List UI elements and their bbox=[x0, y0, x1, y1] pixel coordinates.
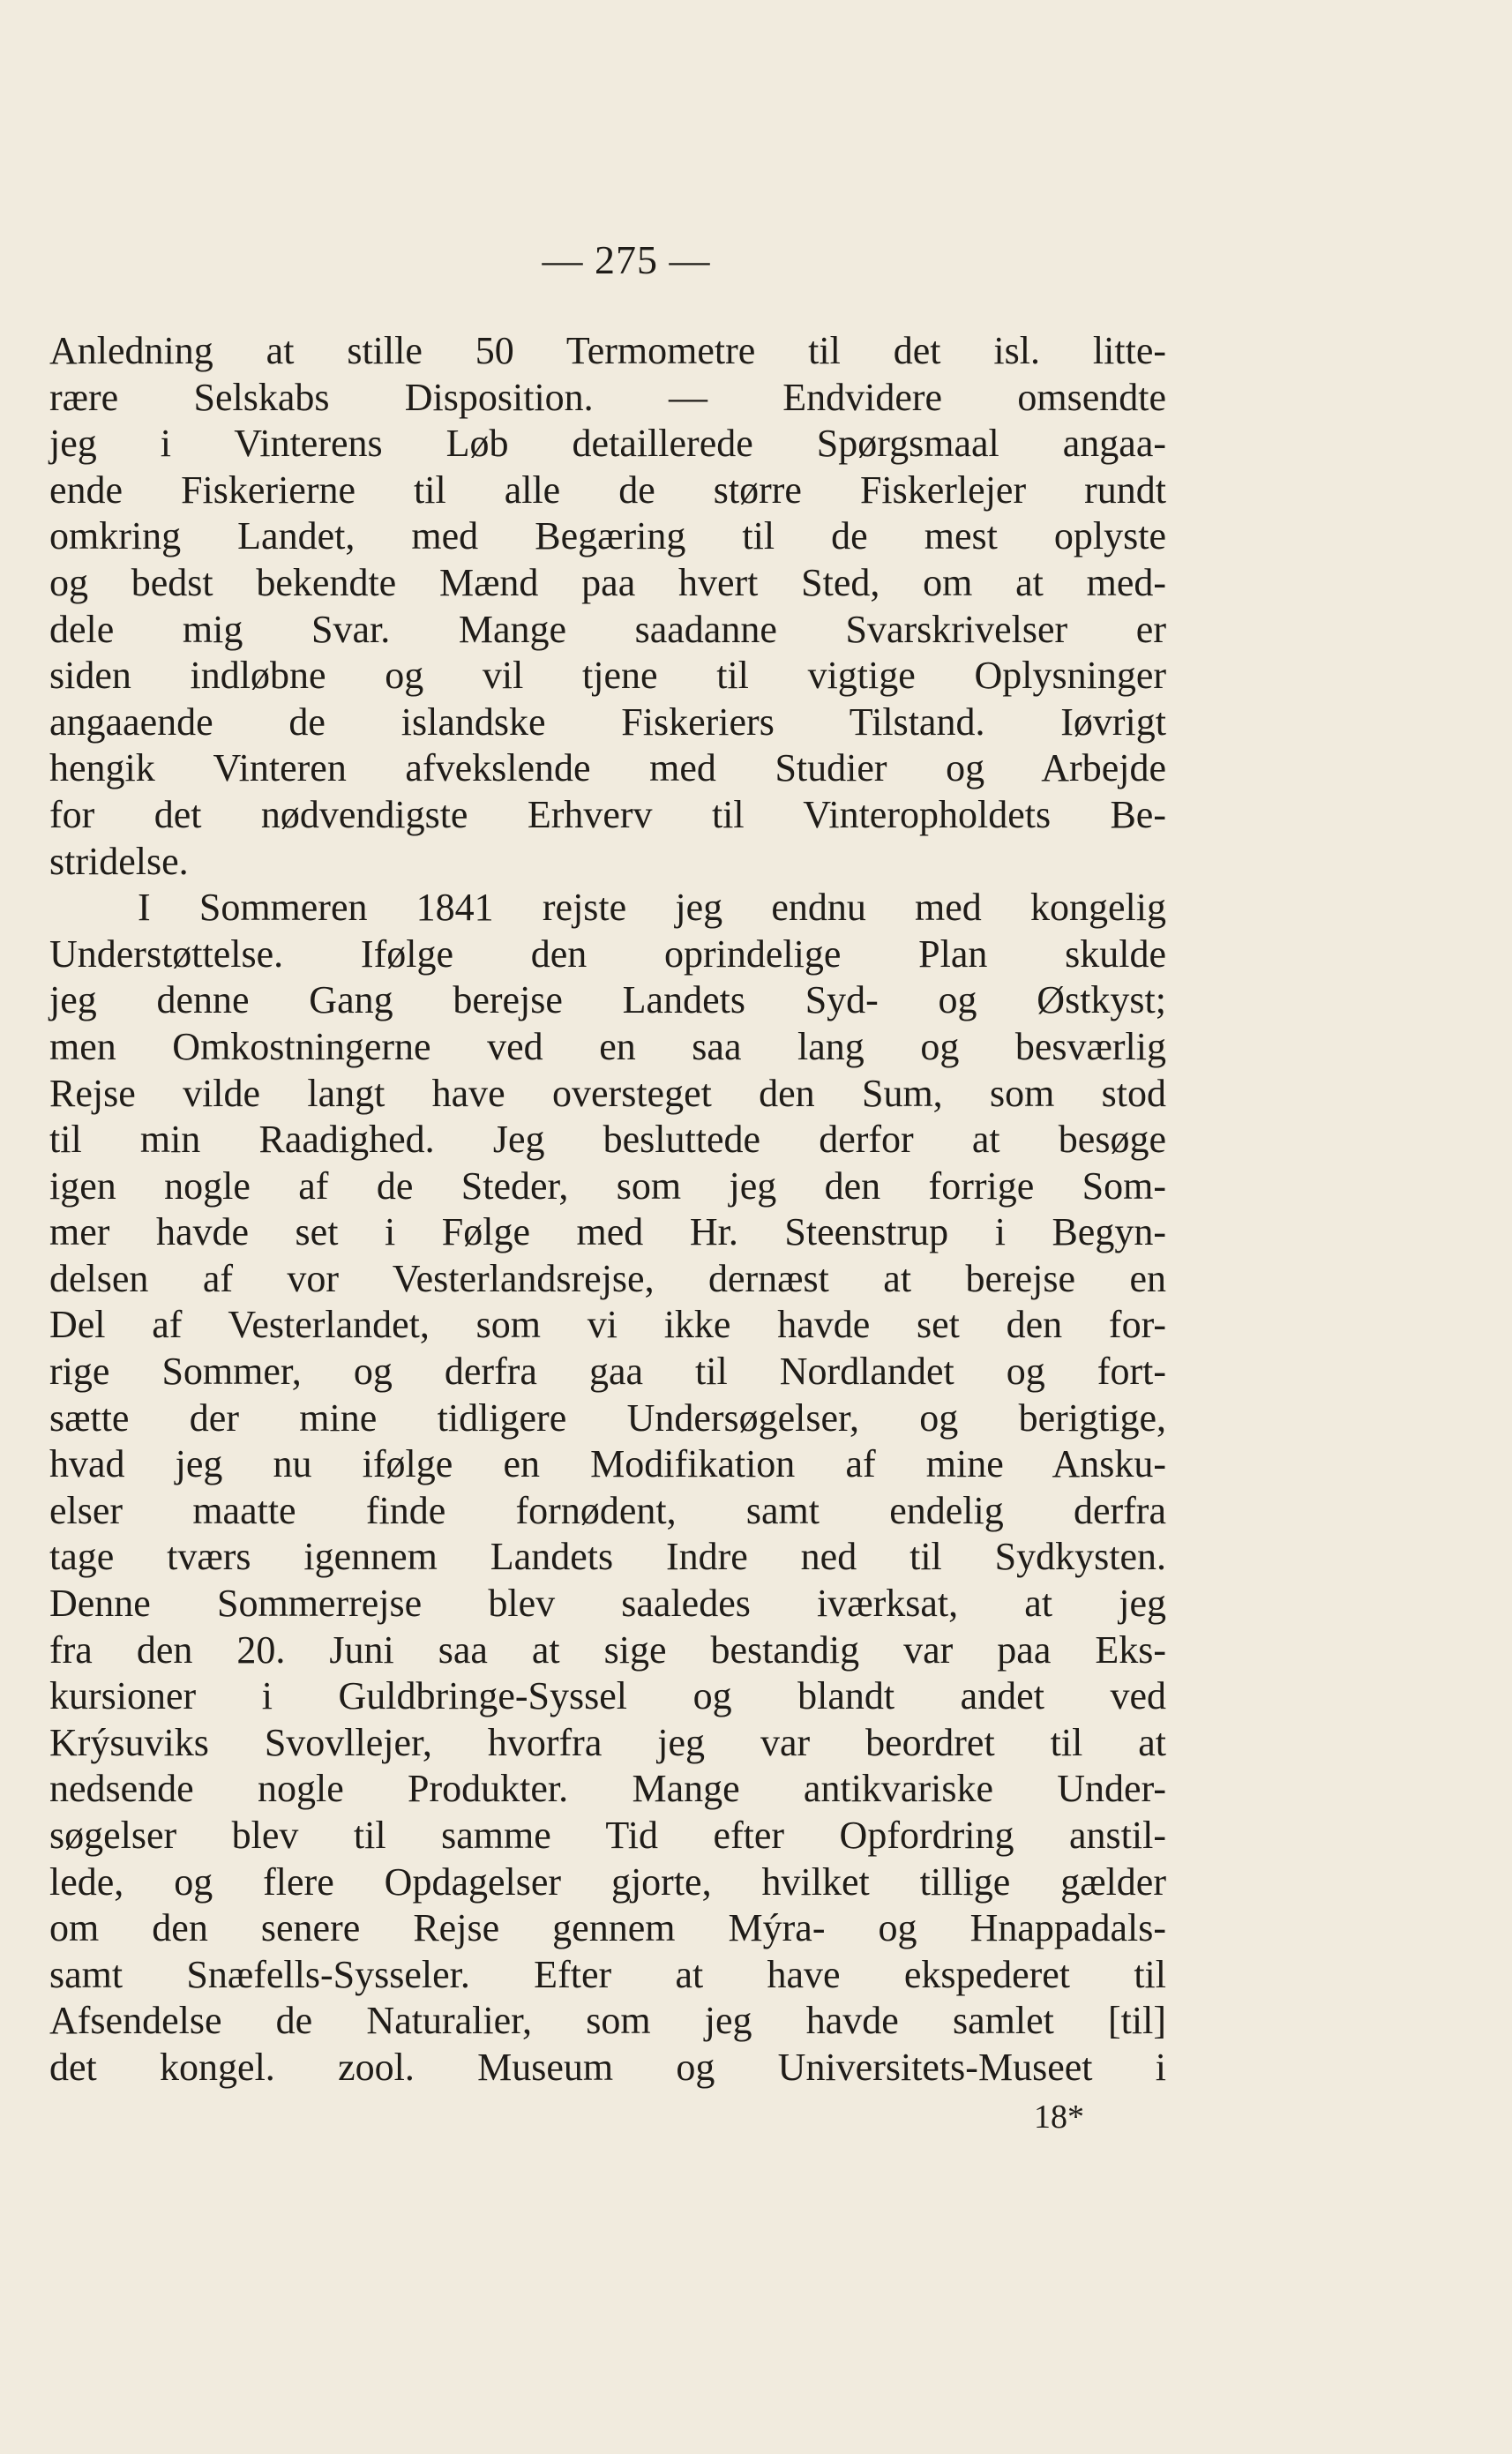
text-line: Understøttelse. Ifølge den oprindelige Plan skulde bbox=[49, 931, 1166, 976]
text-line: hvad jeg nu ifølge en Modifikation af mine Ansku- bbox=[49, 1442, 1166, 1486]
text-line: Anledning at stille 50 Termometre til det isl. litte- bbox=[49, 329, 1166, 372]
text-line: Rejse vilde langt have oversteget den Sum, som stod bbox=[49, 1071, 1166, 1115]
text-line: lede, og flere Opdagelser gjorte, hvilket tillige gælder bbox=[49, 1859, 1166, 1904]
text-line: dele mig Svar. Mange saadanne Svarskrivelser er bbox=[49, 607, 1166, 651]
text-line: delsen af vor Vesterlandsrejse, dernæst at berejse en bbox=[49, 1256, 1166, 1300]
text-line: Afsendelse de Naturalier, som jeg havde samlet [til] bbox=[49, 1999, 1166, 2043]
text-line: omkring Landet, med Begæring til de mest oplyste bbox=[49, 514, 1166, 558]
text-line: men Omkostningerne ved en saa lang og besværlig bbox=[49, 1024, 1166, 1068]
text-line: søgelser blev til samme Tid efter Opfordring anstil- bbox=[49, 1814, 1166, 1857]
text-line: siden indløbne og vil tjene til vigtige Oplysninger bbox=[49, 654, 1166, 698]
text-line: om den senere Rejse gennem Mýra- og Hnappadals- bbox=[49, 1906, 1166, 1950]
text-line: elser maatte finde fornødent, samt endelig derfra bbox=[49, 1488, 1166, 1532]
text-line: igen nogle af de Steder, som jeg den forrige Som- bbox=[49, 1163, 1166, 1208]
text-line: jeg i Vinterens Løb detaillerede Spørgsmaal angaa- bbox=[49, 422, 1166, 466]
text-line: samt Snæfells-Sysseler. Efter at have ekspederet til bbox=[49, 1952, 1166, 1996]
text-line: til min Raadighed. Jeg besluttede derfor at besøge bbox=[49, 1118, 1166, 1162]
text-line: rære Selskabs Disposition. — Endvidere omsendte bbox=[49, 375, 1166, 419]
text-line: hengik Vinteren afvekslende med Studier og Arbejde bbox=[49, 746, 1166, 790]
text-line: sætte der mine tidligere Undersøgelser, og berigtige, bbox=[49, 1395, 1166, 1440]
text-line: stridelse. bbox=[49, 839, 189, 883]
text-line: jeg denne Gang berejse Landets Syd- og Østkyst; bbox=[49, 978, 1166, 1022]
body-text bbox=[49, 328, 1166, 2091]
text-line: Denne Sommerrejse blev saaledes iværksat, at jeg bbox=[49, 1582, 1166, 1626]
text-line: ende Fiskerierne til alle de større Fiskerlejer rundt bbox=[49, 468, 1166, 512]
text-line: fra den 20. Juni saa at sige bestandig var paa Eks- bbox=[49, 1627, 1166, 1672]
text-line: kursioner i Guldbringe-Syssel og blandt andet ved bbox=[49, 1674, 1166, 1718]
text-line: Del af Vesterlandet, som vi ikke havde set den for- bbox=[49, 1303, 1166, 1347]
page-number: — 275 — bbox=[542, 237, 711, 282]
text-line: det kongel. zool. Museum og Universitets-Museet i bbox=[49, 2045, 1166, 2089]
text-line: mer havde set i Følge med Hr. Steenstrup i Begyn- bbox=[49, 1210, 1166, 1254]
text-line: for det nødvendigste Erhverv til Vinteropholdets Be- bbox=[49, 792, 1166, 836]
text-line: angaaende de islandske Fiskeriers Tilstand. Iøvrigt bbox=[49, 700, 1166, 744]
text-line: nedsende nogle Produkter. Mange antikvariske Under- bbox=[49, 1767, 1166, 1811]
text-line: tage tværs igennem Landets Indre ned til Sydkysten. bbox=[49, 1535, 1166, 1579]
signature-mark: 18* bbox=[1034, 2099, 1084, 2136]
text-line: I Sommeren 1841 rejste jeg endnu med kongelig bbox=[138, 886, 1166, 930]
text-line: rige Sommer, og derfra gaa til Nordlandet og fort- bbox=[49, 1350, 1166, 1394]
text-line: Krýsuviks Svovllejer, hvorfra jeg var beordret til at bbox=[49, 1720, 1166, 1764]
text-line: og bedst bekendte Mænd paa hvert Sted, om at med- bbox=[49, 560, 1166, 604]
